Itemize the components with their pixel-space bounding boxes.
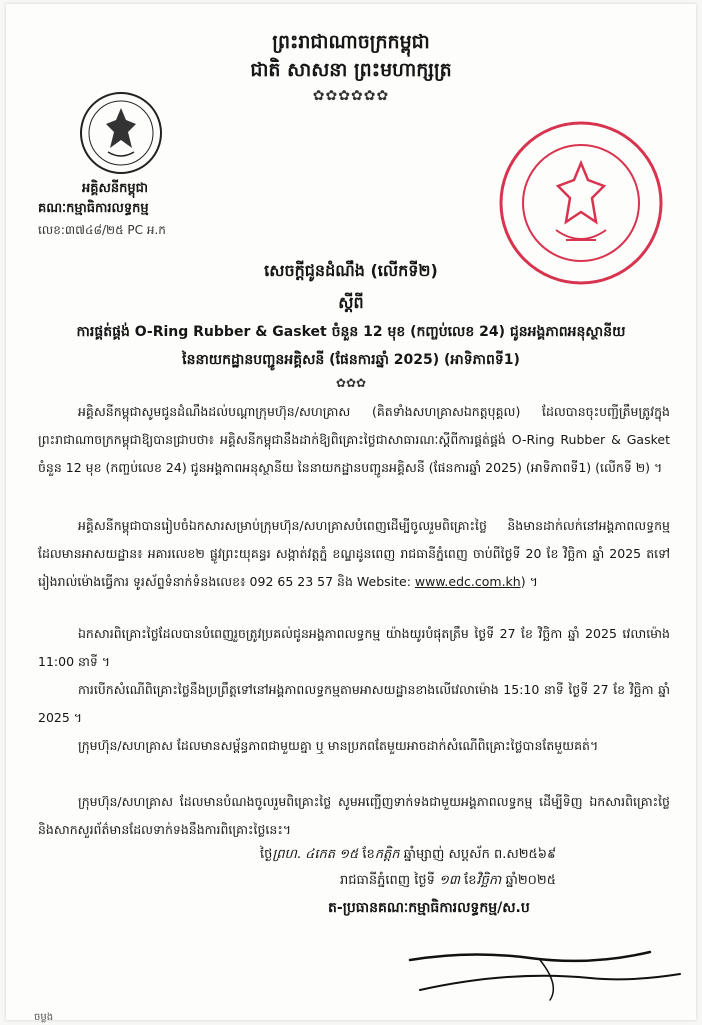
solar-date-prefix: រាជធានីភ្នំពេញ ថ្ងៃទី xyxy=(340,873,435,888)
solar-date xyxy=(340,872,556,891)
paragraph-deadline xyxy=(38,620,670,676)
subject-line-1: ការផ្គត់ផ្គង់ O-Ring Rubber & Gasket ចំនួន 12 មុខ (កញ្ចប់លេខ 24) ជូនអង្គភាពអនុស្ថានីយ xyxy=(76,324,626,340)
subject-label: ស្តីពី xyxy=(338,293,364,312)
lunar-date-month: កត្តិក xyxy=(374,847,400,862)
website-link[interactable]: www.edc.com.kh xyxy=(414,574,521,589)
subject-line-2: នៃនាយកដ្ឋានបញ្ជូនអគ្គិសនី (ផែនការឆ្នាំ 2025) (អាទិភាពទី1) xyxy=(182,352,520,368)
paragraph-opening-text: ការបើកសំណើពិគ្រោះថ្លៃនឹងប្រព្រឹត្តទៅនៅអង្គភាពលទ្ធកម្មតាមអាសយដ្ឋានខាងលើវេលាម៉ោង 15:10 នាទី ថ្ងៃទី 27 ខែ វិច្ឆិកា ឆ្នាំ 2025 ។ xyxy=(38,682,670,725)
title-ornament: ✿✿✿ xyxy=(335,376,367,390)
department-name: គណៈកម្មាធិការលទ្ធកម្ម xyxy=(38,201,149,216)
paragraph-documents-end: ) ។ xyxy=(520,574,538,589)
paragraph-intro-text: អគ្គិសនីកម្ពុជាសូមជូនដំណឹងដល់បណ្តាក្រុមហ៊ុន/សហគ្រាស (គិតទាំងសហគ្រាសឯកត្តបុគ្គល) ដែលបានចុះបញ្ជីត្រឹមត្រូវក្នុងព្រះរាជាណាចក្រកម្ពុជាឱ្យបានជ្រាបថា៖ អគ្គិសនីកម្ពុជានឹងដាក់ឱ្យពិគ្រោះថ្លៃជាសាធារណៈស្តីពីការផ្គត់ផ្គង់ O-Ring Rubber & Gasket ចំនួន 12 មុខ (កញ្ចប់លេខ 24) ជូនអង្គភាពអនុស្ថានីយ នៃនាយកដ្ឋានបញ្ជូនអគ្គិសនី (ផែនការឆ្នាំ 2025) (អាទិភាពទី1) (លើកទី ២) ។ xyxy=(38,404,670,475)
paragraph-contact xyxy=(38,788,670,844)
solar-date-suffix: ឆ្នាំ២០២៥ xyxy=(505,873,556,888)
paragraph-documents xyxy=(38,512,670,596)
edc-seal-logo xyxy=(78,90,164,176)
reference-number: លេខ:៣៧៤៨/២៥ PC អ.ក xyxy=(38,223,166,237)
paragraph-intro xyxy=(38,398,670,482)
solar-date-day: ១៣ xyxy=(439,873,460,888)
paragraph-documents-text: អគ្គិសនីកម្ពុជាបានរៀបចំឯកសារសម្រាប់ក្រុមហ៊ុន/សហគ្រាសបំពេញដើម្បីចូលរួមពិគ្រោះថ្លៃ និងមានដាក់លក់នៅអង្គភាពលទ្ធកម្ម ដែលមានអាសយដ្ឋាន៖ អគារលេខ២ ផ្លូវព្រះយុគន្ធរ សង្កាត់វត្តភ្នំ ខណ្ឌដូនពេញ រាជធានីភ្នំពេញ ចាប់ពីថ្ងៃទី 20 ខែ វិច្ឆិកា ឆ្នាំ 2025 តទៅរៀងរាល់ម៉ោងធ្វើការ ទូរស័ព្ទទំនាក់ទំនងលេខ៖ 092 65 23 57 និង Website: xyxy=(38,518,670,589)
lunar-date-handwritten: ព្រហ. ៤កេត ១៥ xyxy=(272,847,359,862)
paragraph-contact-text: ក្រុមហ៊ុន/សហគ្រាស ដែលមានបំណងចូលរួមពិគ្រោះថ្លៃ សូមអញ្ជើញទាក់ទងជាមួយអង្គភាពលទ្ធកម្ម ដើម្បីទិញ ឯកសារពិគ្រោះថ្លៃ និងសាកសួរព័ត៌មានដែលទាក់ទងនឹងការពិគ្រោះថ្លៃនេះ។ xyxy=(38,794,670,837)
header-ornament: ✿✿✿✿✿✿ xyxy=(312,88,390,104)
kingdom-title: ព្រះរាជាណាចក្រកម្ពុជា xyxy=(272,31,430,53)
lunar-date xyxy=(260,846,556,865)
paragraph-opening xyxy=(38,676,670,732)
handwritten-signature xyxy=(390,930,690,1010)
lunar-date-prefix: ថ្ងៃ xyxy=(260,847,273,862)
paragraph-deadline-text: ឯកសារពិគ្រោះថ្លៃដែលបានបំពេញរួចត្រូវប្រគល់ជូនអង្គភាពលទ្ធកម្ម យ៉ាងយូរបំផុតត្រឹម ថ្ងៃទី 27 ខែ វិច្ឆិកា ឆ្នាំ 2025 វេលាម៉ោង 11:00 នាទី ។ xyxy=(38,626,670,669)
organization-name: អគ្គិសនីកម្ពុជា xyxy=(82,181,149,196)
kingdom-motto: ជាតិ សាសនា ព្រះមហាក្សត្រ xyxy=(250,59,452,81)
footer-mark: ចម្លង xyxy=(34,1012,54,1023)
lunar-date-suffix: ឆ្នាំម្សាញ់ សប្តស័ក ព.ស២៥៦៩ xyxy=(403,847,557,862)
paragraph-affiliation xyxy=(38,732,670,760)
signatory-title: ត-ប្រធានគណៈកម្មាធិការលទ្ធកម្ម/ស.ប xyxy=(328,900,530,916)
solar-date-month-label: ខែ xyxy=(464,873,477,888)
notice-title: សេចក្តីជូនដំណឹង (លើកទី២) xyxy=(264,261,438,280)
paragraph-affiliation-text: ក្រុមហ៊ុន/សហគ្រាស ដែលមានសម្ព័ន្ធភាពជាមួយគ្នា ឬ មានប្រភពតែមួយអាចដាក់សំណើពិគ្រោះថ្លៃបានតែមួយគត់។ xyxy=(78,738,599,753)
solar-date-month: វិច្ឆិកា xyxy=(476,873,502,888)
lunar-date-month-label: ខែ xyxy=(362,847,375,862)
